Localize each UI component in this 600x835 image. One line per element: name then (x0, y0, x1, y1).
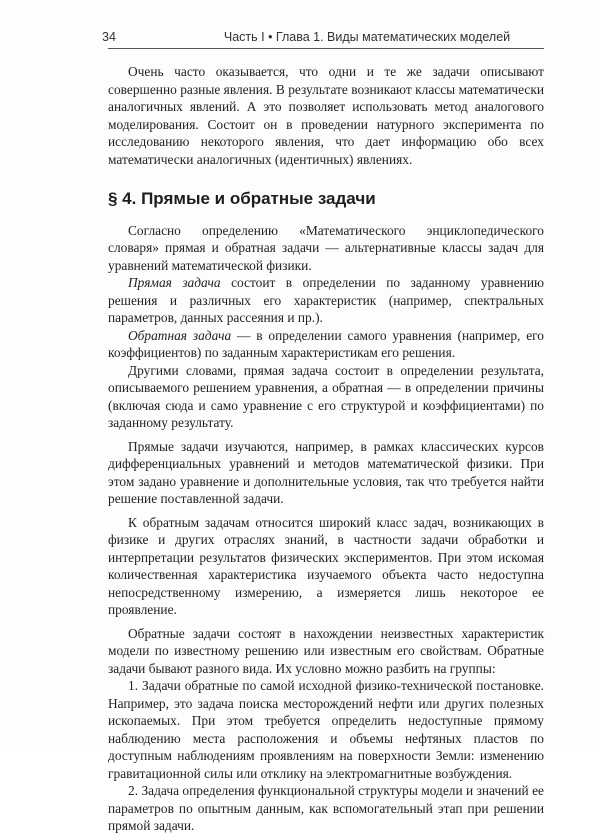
list-item-1: 1. Задачи обратные по самой исходной физико-технической постановке. Например, это задача поиска месторождений нефти или других полезных ископаемых. При этом требуется определить недоступные прямому наблюдению места расположения и объемы нефтяных пластов по доступным наблюдениям проявлениям на поверхности Земли: изменению гравитационной силы или отклику на электромагнитные возбуждения. (108, 678, 544, 781)
paragraph-analog-modeling: Очень часто оказывается, что одни и те же задачи описывают совершенно разные явления. В результате возникают классы математически аналогичных явлений. А это позволяет использовать метод аналогового моделирования. Состоит он в проведении натурного эксперимента по исследованию некоторого явления, что дает информацию обо всех математически аналогичных (идентичных) явлениях. (108, 64, 544, 167)
page-number: 34 (102, 30, 116, 44)
section-heading: § 4. Прямые и обратные задачи (108, 189, 376, 208)
running-head (102, 30, 544, 49)
direct-problem-text: состоит в определении по заданному уравнению решения и различных его характеристик (например, спектральных параметров, данных рассеяния и пр.). (108, 275, 544, 325)
paragraph-inverse-groups: Обратные задачи состоят в нахождении неизвестных характеристик модели по известному решению или известным его свойствам. Обратные задачи бывают разного вида. Их условно можно разбить на группы: (108, 625, 544, 676)
inverse-problem-text: — в определении самого уравнения (например, его коэффициентов) по заданным характеристикам его решения. (108, 327, 545, 360)
paragraph-inverse-class: К обратным задачам относится широкий класс задач, возникающих в физике и других отраслях знаний, в частности задачи обработки и интерпретации результатов физических экспериментов. При этом искомая количественная характеристика изучаемого объекта часто недоступна непосредственному измерению, а измеряется лишь некоторое ее проявление. (108, 514, 544, 617)
page-body (108, 63, 544, 835)
term-direct-problem: Прямая задача (128, 275, 221, 290)
paragraph-definition: Согласно определению «Математического энциклопедического словаря» прямая и обратная задачи — альтернативные классы задач для уравнений математической физики. (108, 222, 544, 273)
paragraph-other-words: Другими словами, прямая задача состоит в определении результата, описываемого решением уравнения, а обратная — в определении причины (включая сюда и само уравнение с его структурой и коэффициентами) по заданному результату. (108, 362, 544, 430)
running-title: Часть I • Глава 1. Виды математических моделей (223, 30, 511, 44)
term-inverse-problem: Обратная задача (128, 327, 232, 343)
list-item-2: 2. Задача определения функциональной структуры модели и значений ее параметров по опытным данным, как вспомогательный этап при решении прямой задачи. (108, 783, 544, 833)
paragraph-direct-courses: Прямые задачи изучаются, например, в рамках классических курсов дифференциальных уравнений и методов математической физики. При этом задано уравнение и дополнительные условия, так что требуется найти решение поставленной задачи. (108, 438, 544, 506)
paragraph-direct-problem (108, 274, 544, 327)
paragraph-inverse-problem (108, 327, 544, 362)
